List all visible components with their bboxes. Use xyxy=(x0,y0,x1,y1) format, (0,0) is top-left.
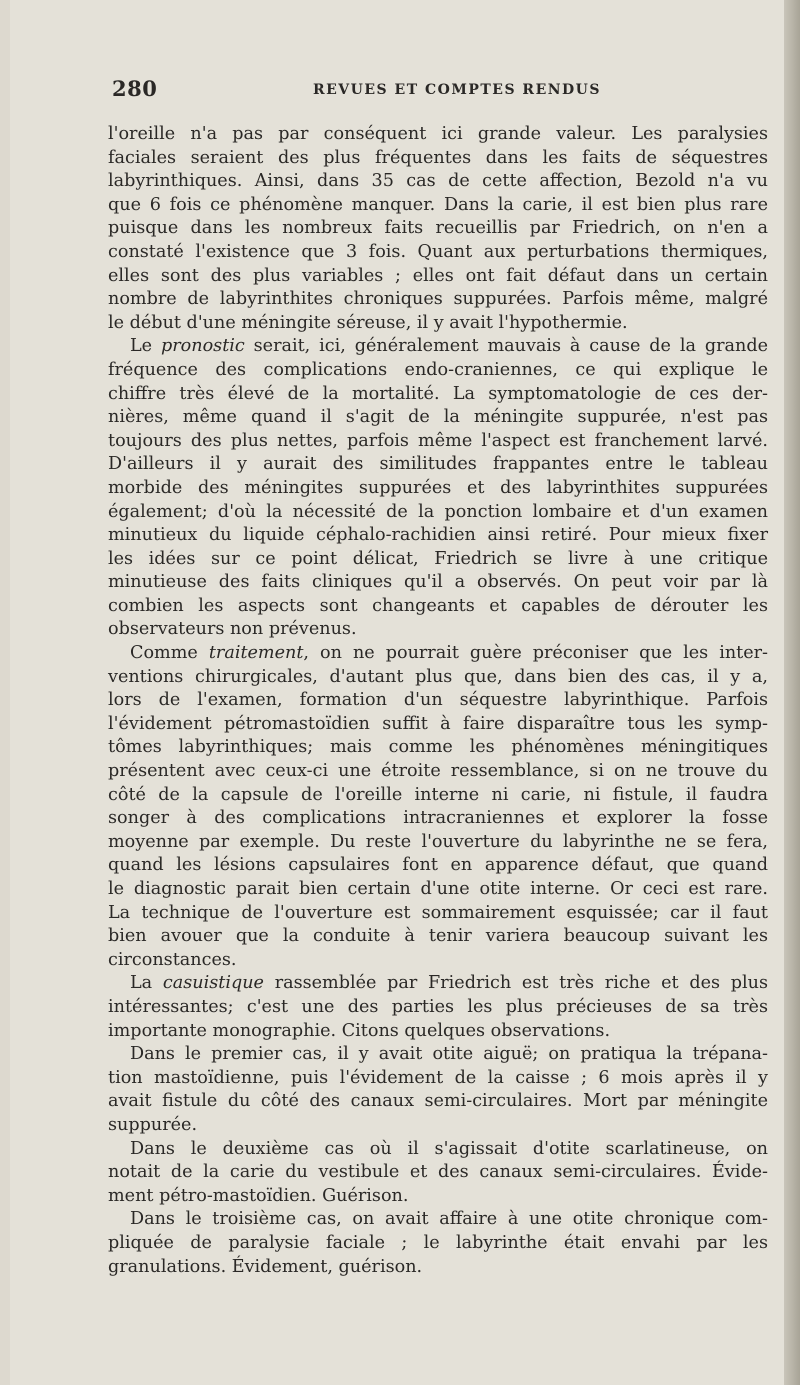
text-line: le début d'une méningite séreuse, il y avait l'hypothermie. xyxy=(108,312,628,333)
text-line: La casuistique rassemblée par Friedrich est très riche et des plus xyxy=(130,973,769,994)
text-line: labyrinthiques. Ainsi, dans 35 cas de cette affection, Bezold n'a vu xyxy=(108,171,768,192)
text-line: ment pétro-mastoïdien. Guérison. xyxy=(108,1185,409,1206)
text-line: que 6 fois ce phénomène manquer. Dans la carie, il est bien plus rare xyxy=(108,194,768,215)
text-line: D'ailleurs il y aurait des similitudes frappantes entre le tableau xyxy=(108,454,768,475)
text-line: observateurs non prévenus. xyxy=(108,619,357,640)
text-line: combien les aspects sont changeants et capables de dérouter les xyxy=(108,595,768,616)
text-line: puisque dans les nombreux faits recueillis par Friedrich, on n'en a xyxy=(108,218,768,239)
page-number: 280 xyxy=(112,76,158,101)
casuistique-term: casuistique xyxy=(162,973,264,994)
page-header xyxy=(0,76,800,106)
text-line: présentent avec ceux-ci une étroite ressemblance, si on ne trouve du xyxy=(108,761,768,782)
page-edge-shadow xyxy=(784,0,800,1385)
text-line: toujours des plus nettes, parfois même l'aspect est franchement larvé. xyxy=(108,430,768,451)
text-line: granulations. Évidement, guérison. xyxy=(108,1256,423,1277)
text-line: également; d'où la nécessité de la ponction lombaire et d'un examen xyxy=(108,501,768,522)
text-line: minutieux du liquide céphalo-rachidien ainsi retiré. Pour mieux fixer xyxy=(108,525,768,546)
text-line: ventions chirurgicales, d'autant plus que, dans bien des cas, il y a, xyxy=(108,666,768,687)
text-line: Dans le troisième cas, on avait affaire à une otite chronique com- xyxy=(130,1209,768,1230)
text-line: notait de la carie du vestibule et des canaux semi-circulaires. Évide- xyxy=(108,1162,768,1183)
text-line: pliquée de paralysie faciale ; le labyrinthe était envahi par les xyxy=(108,1232,768,1253)
text-line: bien avouer que la conduite à tenir variera beaucoup suivant les xyxy=(108,926,768,947)
text-line: intéressantes; c'est une des parties les plus précieuses de sa très xyxy=(108,996,768,1017)
body-text xyxy=(108,123,768,1279)
text-line: le diagnostic parait bien certain d'une otite interne. Or ceci est rare. xyxy=(108,879,768,899)
text-line: circonstances. xyxy=(108,949,237,970)
text-line: Dans le premier cas, il y avait otite aiguë; on pratiqua la trépana- xyxy=(130,1044,768,1065)
text-line: suppurée. xyxy=(108,1114,198,1135)
text-line: fréquence des complications endo-craniennes, ce qui explique le xyxy=(108,359,768,380)
text-line: tion mastoïdienne, puis l'évidement de la caisse ; 6 mois après il y xyxy=(108,1067,768,1088)
text-line: constaté l'existence que 3 fois. Quant aux perturbations thermiques, xyxy=(108,241,768,262)
text-line: tômes labyrinthiques; mais comme les phénomènes méningitiques xyxy=(108,737,768,758)
text-line: Le pronostic serait, ici, généralement mauvais à cause de la grande xyxy=(130,336,768,357)
text-line: morbide des méningites suppurées et des labyrinthites suppurées xyxy=(108,477,768,498)
pronostic-term: pronostic xyxy=(160,336,245,357)
text-line: quand les lésions capsulaires font en apparence défaut, que quand xyxy=(108,855,768,876)
text-line: songer à des complications intracraniennes et explorer la fosse xyxy=(108,808,768,829)
text-line: l'oreille n'a pas par conséquent ici grande valeur. Les paralysies xyxy=(108,124,768,144)
text-line: minutieuse des faits cliniques qu'il a observés. On peut voir par là xyxy=(108,572,768,593)
text-line: nières, même quand il s'agit de la méningite suppurée, n'est pas xyxy=(108,407,768,428)
text-line: Comme traitement, on ne pourrait guère préconiser que les inter- xyxy=(130,643,768,664)
text-line: moyenne par exemple. Du reste l'ouverture du labyrinthe ne se fera, xyxy=(108,831,768,852)
text-line: l'évidement pétromastoïdien suffit à faire disparaître tous les symp- xyxy=(108,713,768,734)
text-line: importante monographie. Citons quelques observations. xyxy=(108,1020,611,1041)
traitement-term: traitement xyxy=(208,643,304,664)
text-line: La technique de l'ouverture est sommairement esquissée; car il faut xyxy=(108,902,768,923)
text-line: avait fistule du côté des canaux semi-circulaires. Mort par méningite xyxy=(108,1091,768,1112)
text-line: les idées sur ce point délicat, Friedrich se livre à une critique xyxy=(108,548,768,569)
text-line: faciales seraient des plus fréquentes dans les faits de séquestres xyxy=(108,147,768,168)
running-title: REVUES ET COMPTES RENDUS xyxy=(313,82,601,98)
text-line: lors de l'examen, formation d'un séquestre labyrinthique. Parfois xyxy=(108,690,768,711)
text-line: chiffre très élevé de la mortalité. La symptomatologie de ces der- xyxy=(108,383,768,404)
text-line: elles sont des plus variables ; elles ont fait défaut dans un certain xyxy=(108,265,768,286)
text-line: Dans le deuxième cas où il s'agissait d'otite scarlatineuse, on xyxy=(130,1138,768,1159)
text-line: nombre de labyrinthites chroniques suppurées. Parfois même, malgré xyxy=(108,289,768,310)
text-line: côté de la capsule de l'oreille interne ni carie, ni fistule, il faudra xyxy=(108,784,768,805)
